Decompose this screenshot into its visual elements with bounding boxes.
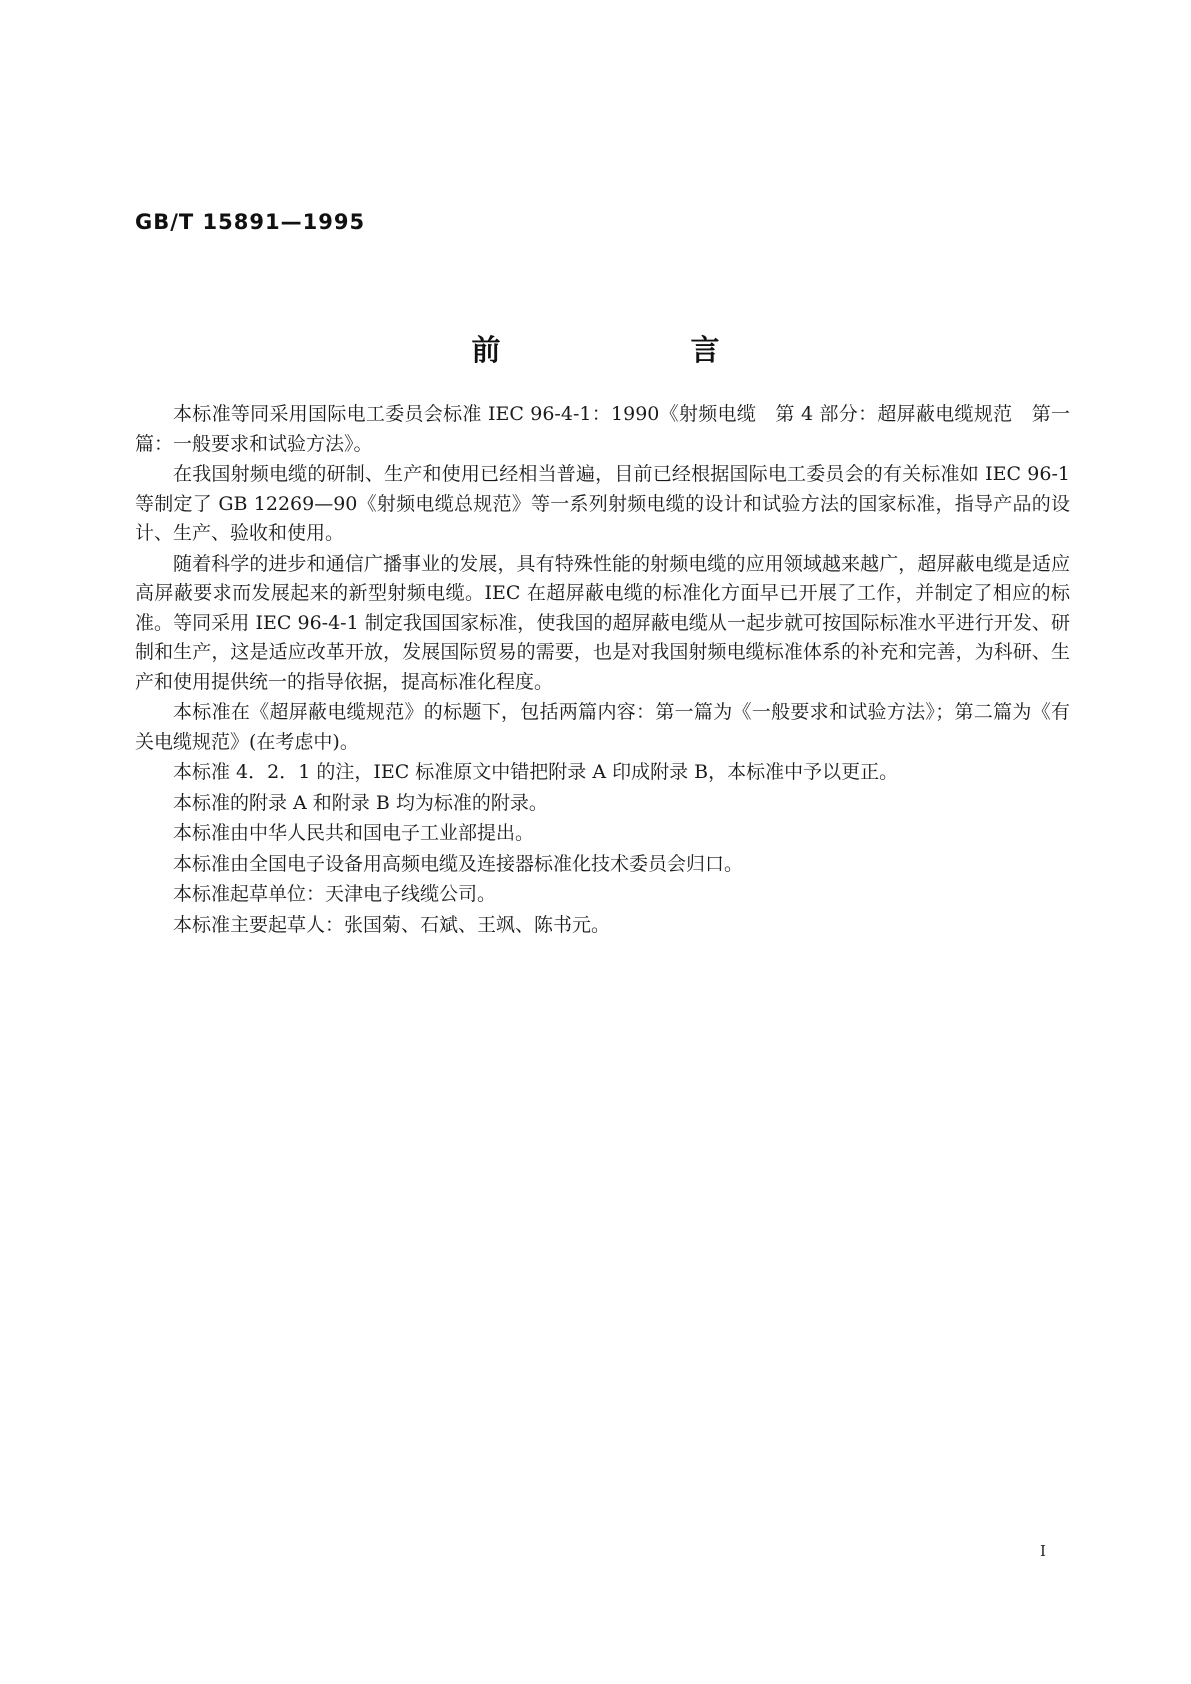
paragraph: 本标准 4．2．1 的注，IEC 标准原文中错把附录 A 印成附录 B，本标准中予以更正。 <box>173 761 899 783</box>
foreword-body <box>135 400 1070 941</box>
page-number: I <box>1040 1542 1046 1560</box>
page-title: 前 言 <box>471 333 810 367</box>
paragraph: 在我国射频电缆的研制、生产和使用已经相当普遍，目前已经根据国际电工委员会的有关标准如 IEC 96-1 等制定了 GB 12269—90《射频电缆总规范》等一系列射频电缆的设计和试验方法的国家标准，指导产品的设计、生产、验收和使用。 <box>135 463 1070 544</box>
paragraph: 本标准由中华人民共和国电子工业部提出。 <box>173 822 535 844</box>
standard-code: GB/T 15891—1995 <box>135 210 366 234</box>
paragraph: 本标准在《超屏蔽电缆规范》的标题下，包括两篇内容：第一篇为《一般要求和试验方法》；第二篇为《有关电缆规范》(在考虑中)。 <box>135 701 1070 753</box>
paragraph: 本标准的附录 A 和附录 B 均为标准的附录。 <box>173 791 548 814</box>
paragraph: 随着科学的进步和通信广播事业的发展，具有特殊性能的射频电缆的应用领域越来越广，超屏蔽电缆是适应高屏蔽要求而发展起来的新型射频电缆。IEC 在超屏蔽电缆的标准化方面早已开展了工作，并制定了相应的标准。等同采用 IEC 96-4-1 制定我国国家标准，使我国的超屏蔽电缆从一起步就可按国际标准水平进行开发、研制和生产，这是适应改革开放，发展国际贸易的需要，也是对我国射频电缆标准体系的补充和完善，为科研、生产和使用提供统一的指导依据，提高标准化程度。 <box>135 552 1070 693</box>
paragraph: 本标准主要起草人：张国菊、石斌、王飒、陈书元。 <box>173 913 611 936</box>
paragraph: 本标准起草单位：天津电子线缆公司。 <box>173 883 497 905</box>
paragraph: 本标准由全国电子设备用高频电缆及连接器标准化技术委员会归口。 <box>173 852 744 875</box>
paragraph: 本标准等同采用国际电工委员会标准 IEC 96-4-1：1990《射频电缆 第 4 部分：超屏蔽电缆规范 第一篇：一般要求和试验方法》。 <box>135 403 1070 455</box>
